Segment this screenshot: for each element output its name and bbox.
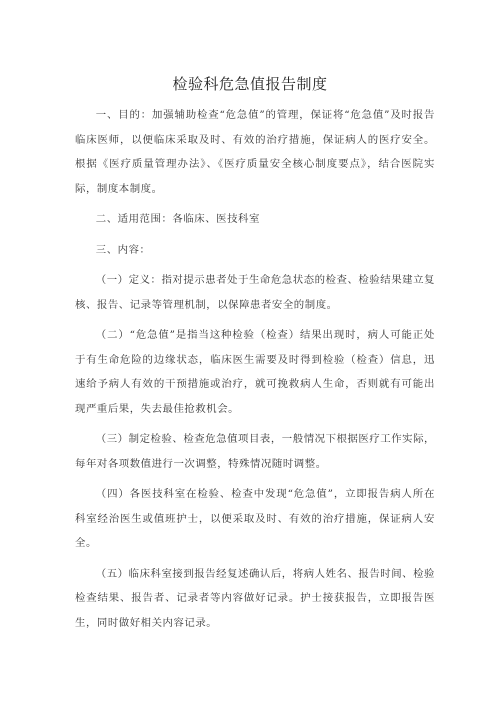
paragraph-scope: 二、适用范围：各临床、医技科室 xyxy=(95,213,260,225)
document-title: 检验科危急值报告制度 xyxy=(172,75,328,93)
paragraph-record-procedure: （五）临床科室接到报告经复述确认后，将病人姓名、报告时间、检验检查结果、报告者、记录者等内容做好记录。护士接获报告，立即报告医生，同时做好相关内容记录。 xyxy=(75,567,435,629)
paragraph-definition: （一）定义：指对提示患者处于生命危急状态的检查、检验结果建立复核、报告、记录等管理机制，以保障患者安全的制度。 xyxy=(75,274,435,311)
paragraph-content-heading: 三、内容： xyxy=(95,243,151,256)
paragraph-critical-value: （二）“危急值”是指当这种检验（检查）结果出现时，病人可能正处于有生命危险的边缘状态，临床医生需要及时得到检验（检查）信息，迅速给予病人有效的干预措施或治疗，就可挽救病人生命，否则就有可能出现严重后果，失去最佳抢救机会。 xyxy=(75,329,435,415)
document-body xyxy=(75,103,435,641)
paragraph-purpose: 一、目的：加强辅助检查“危急值”的管理，保证将“危急值”及时报告临床医师，以便临床采取及时、有效的治疗措施，保证病人的医疗安全。根据《医疗质量管理办法》、《医疗质量安全核心制度要点》，结合医院实际，制度本制度。 xyxy=(75,109,435,195)
paragraph-item-table: （三）制定检验、检查危急值项目表，一般情况下根据医疗工作实际，每年对各项数值进行一次调整，特殊情况随时调整。 xyxy=(75,433,435,470)
paragraph-report-procedure: （四）各医技科室在检验、检查中发现“危急值”，立即报告病人所在科室经治医生或值班护士，以便采取及时、有效的治疗措施，保证病人安全。 xyxy=(75,488,435,549)
